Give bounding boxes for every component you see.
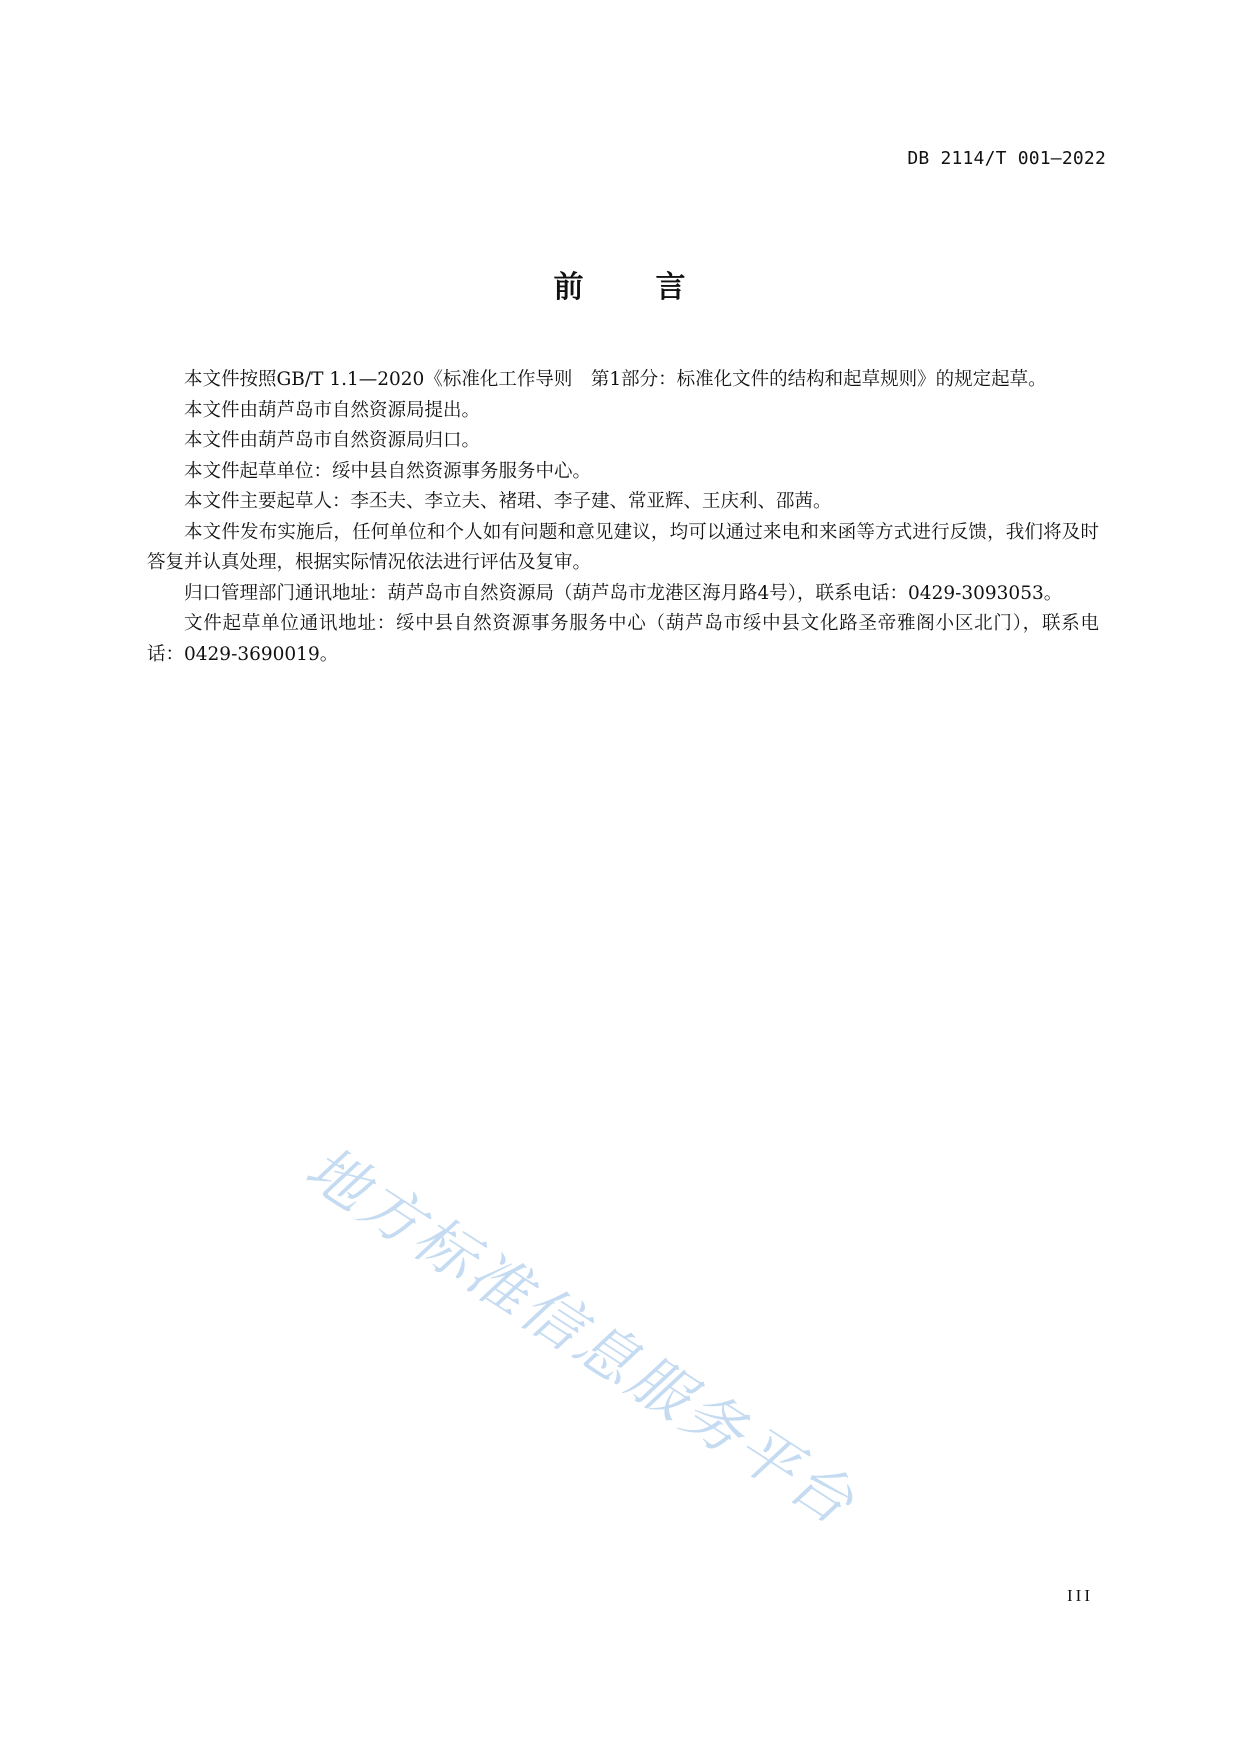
paragraph-administrator: 本文件由葫芦岛市自然资源局归口。 — [184, 430, 481, 451]
paragraph-drafting-basis: 本文件按照GB/T 1.1—2020《标准化工作导则 第1部分：标准化文件的结构和起草规则》的规定起草。 — [184, 369, 1047, 390]
title-char-2: 言 — [655, 270, 688, 305]
paragraph-admin-contact: 归口管理部门通讯地址：葫芦岛市自然资源局（葫芦岛市龙港区海月路4号），联系电话：0429-3093053。 — [184, 582, 1063, 604]
watermark: 地方标准信息服务平台 — [293, 1132, 869, 1541]
page-number: III — [1067, 1586, 1093, 1605]
section-title — [0, 262, 1241, 306]
paragraph-drafter-contact: 文件起草单位通讯地址：绥中县自然资源事务服务中心（葫芦岛市绥中县文化路圣帝雅阁小区北门），联系电话：0429-3690019。 — [147, 613, 1099, 665]
title-char-1: 前 — [553, 270, 586, 305]
paragraph-proposer: 本文件由葫芦岛市自然资源局提出。 — [184, 399, 481, 421]
paragraph-drafting-unit: 本文件起草单位：绥中县自然资源事务服务中心。 — [184, 460, 592, 482]
paragraph-drafters: 本文件主要起草人：李丕夫、李立夫、褚珺、李子建、常亚辉、王庆利、邵茜。 — [184, 491, 832, 512]
document-code: DB 2114/T 001—2022 — [907, 148, 1106, 169]
paragraph-feedback: 本文件发布实施后，任何单位和个人如有问题和意见建议，均可以通过来电和来函等方式进行反馈，我们将及时答复并认真处理，根据实际情况依法进行评估及复审。 — [147, 521, 1099, 573]
foreword-body — [147, 365, 1099, 670]
